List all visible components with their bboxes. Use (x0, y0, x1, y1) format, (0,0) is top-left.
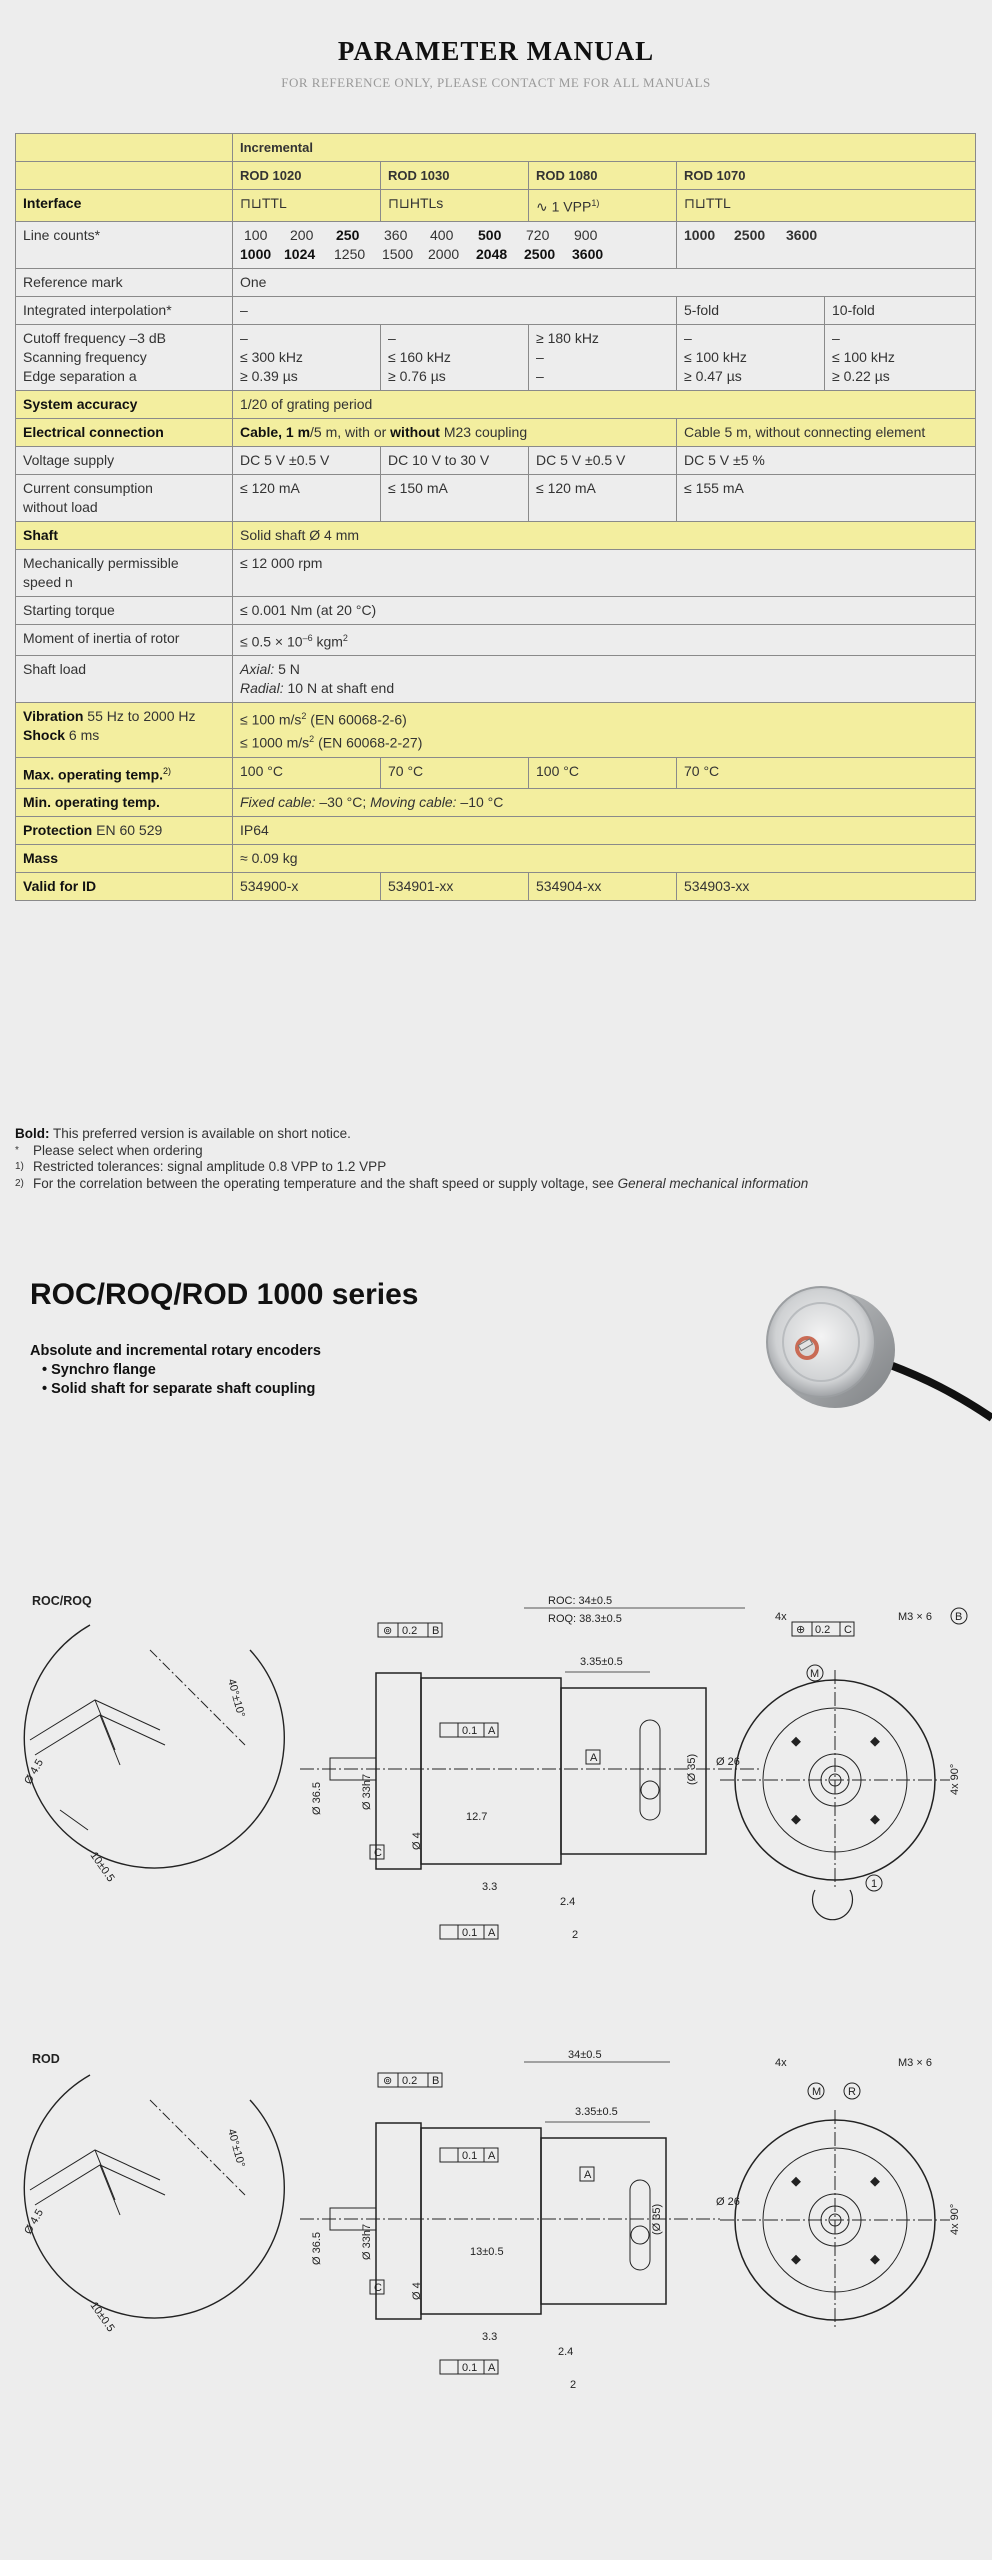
mass-label: Mass (16, 845, 233, 873)
svg-text:3.35±0.5: 3.35±0.5 (580, 1656, 623, 1668)
svg-text:1: 1 (871, 1878, 878, 1890)
reference-mark-value: One (233, 268, 976, 296)
current-1070: ≤ 155 mA (677, 474, 976, 521)
svg-text:A: A (488, 2362, 496, 2374)
svg-text:ROQ: 38.3±0.5: ROQ: 38.3±0.5 (548, 1613, 622, 1625)
page-header (0, 0, 992, 91)
encoder-front-view (716, 2057, 961, 2330)
valid-id-1030: 534901-xx (381, 873, 529, 901)
svg-text:A: A (488, 1927, 496, 1939)
svg-text:2: 2 (570, 2379, 577, 2390)
svg-text:B: B (432, 2075, 440, 2087)
svg-text:C: C (374, 2282, 382, 2294)
svg-text:10±0.5: 10±0.5 (87, 2299, 117, 2335)
svg-text:0.1: 0.1 (462, 1927, 478, 1939)
voltage-1070: DC 5 V ±5 % (677, 446, 976, 474)
interpolation-label: Integrated interpolation* (16, 296, 233, 324)
group-label: Incremental (233, 134, 976, 162)
svg-text:C: C (374, 1847, 382, 1859)
model-row (16, 162, 976, 190)
vibration-label: Vibration 55 Hz to 2000 Hz Shock 6 ms (16, 703, 233, 757)
svg-text:A: A (488, 2150, 496, 2162)
group-row (16, 134, 976, 162)
min-temp-value: Fixed cable: –30 °C; Moving cable: –10 °C (233, 789, 976, 817)
interpolation-row (16, 296, 976, 324)
inertia-row (16, 624, 976, 656)
reference-mark-label: Reference mark (16, 268, 233, 296)
svg-text:40°±10°: 40°±10° (225, 1677, 247, 1719)
electrical-label: Electrical connection (16, 418, 233, 446)
interface-label: Interface (16, 190, 233, 222)
roc-roq-label: ROC/ROQ (32, 1594, 92, 1608)
svg-text:⊕: ⊕ (796, 1624, 806, 1636)
frequency-1070b: – ≤ 100 kHz ≥ 0.22 µs (825, 324, 976, 390)
frequency-1020: – ≤ 300 kHz ≥ 0.39 µs (233, 324, 381, 390)
max-temp-label: Max. operating temp.$^{2)}$ (16, 757, 233, 789)
svg-text:3.3: 3.3 (482, 2331, 498, 2343)
svg-text:Ø 4.5: Ø 4.5 (22, 1757, 47, 1787)
frequency-1030: – ≤ 160 kHz ≥ 0.76 µs (381, 324, 529, 390)
svg-text:⊚: ⊚ (383, 1625, 393, 1637)
speed-row (16, 549, 976, 596)
line-counts-values: 100 200 250 360 400 500 720 900 1000 1024 1250 1500 2000 2048 2500 3600 (233, 221, 677, 268)
current-label: Current consumption without load (16, 474, 233, 521)
encoder-side-view (300, 1595, 760, 1940)
frequency-1080: ≥ 180 kHz – – (529, 324, 677, 390)
svg-text:M3 × 6: M3 × 6 (898, 1611, 932, 1623)
encoder-photo (735, 1268, 992, 1428)
svg-text:13±0.5: 13±0.5 (470, 2246, 504, 2258)
current-1020: ≤ 120 mA (233, 474, 381, 521)
frequency-1070a: – ≤ 100 kHz ≥ 0.47 µs (677, 324, 825, 390)
shaft-detail-view (22, 1625, 284, 1884)
min-temp-row (16, 789, 976, 817)
svg-text:2.4: 2.4 (560, 1896, 576, 1908)
note-1: * Please select when ordering (15, 1142, 203, 1158)
svg-text:10±0.5: 10±0.5 (87, 1849, 117, 1885)
page-title: PARAMETER MANUAL (337, 36, 655, 66)
svg-text:M: M (812, 2086, 822, 2098)
svg-text:Ø 4.5: Ø 4.5 (22, 2207, 47, 2237)
shaft-row (16, 521, 976, 549)
accuracy-label: System accuracy (16, 390, 233, 418)
voltage-row (16, 446, 976, 474)
inertia-value: ≤ $0.5 \times 10^{-6}$ kgm$^2$ (233, 624, 976, 656)
shaft-label: Shaft (16, 521, 233, 549)
svg-text:B: B (432, 1625, 440, 1637)
mass-row (16, 845, 976, 873)
voltage-1030: DC 10 V to 30 V (381, 446, 529, 474)
svg-text:2: 2 (572, 1929, 579, 1940)
svg-text:3.35±0.5: 3.35±0.5 (575, 2106, 618, 2118)
line-counts-row (16, 221, 976, 268)
svg-text:C: C (844, 1624, 852, 1636)
svg-text:12.7: 12.7 (466, 1811, 488, 1823)
svg-text:Ø 33h7: Ø 33h7 (361, 2223, 373, 2260)
spec-table (15, 133, 976, 901)
reference-mark-row (16, 268, 976, 296)
frequency-row (16, 324, 976, 390)
svg-text:4x: 4x (775, 1611, 787, 1623)
interface-1020: ⊓⊔TTL (233, 190, 381, 222)
svg-text:0.2: 0.2 (402, 2075, 418, 2087)
svg-text:34±0.5: 34±0.5 (568, 2049, 602, 2061)
note-bold: Bold: This preferred version is available on short notice. (15, 1126, 351, 1141)
svg-text:(Ø 35): (Ø 35) (686, 1753, 698, 1785)
note-3: 2) For the correlation between the operating temperature and the shaft speed or supply voltage, see General mechanical information (15, 1175, 809, 1191)
mass-value: ≈ 0.09 kg (233, 845, 976, 873)
interface-1030: ⊓⊔HTLs (381, 190, 529, 222)
model-rod1020: ROD 1020 (233, 162, 381, 190)
svg-text:B: B (955, 1611, 963, 1623)
interpolation-value: – (233, 296, 677, 324)
interpolation-5fold: 5-fold (677, 296, 825, 324)
speed-label: Mechanically permissible speed n (16, 549, 233, 596)
electrical-value: Cable, 1 m/5 m, with or without M23 coupling (233, 418, 677, 446)
torque-row (16, 596, 976, 624)
model-rod1080: ROD 1080 (529, 162, 677, 190)
square-wave-icon: ⊓⊔ (240, 195, 262, 211)
svg-text:M3 × 6: M3 × 6 (898, 2057, 932, 2069)
svg-text:Ø 36.5: Ø 36.5 (311, 1781, 323, 1815)
svg-text:Ø 4: Ø 4 (411, 2282, 423, 2300)
line-counts-1070: 1000 2500 3600 (677, 221, 976, 268)
rod-drawing (0, 2030, 992, 2390)
max-temp-1070: 70 °C (677, 757, 976, 789)
svg-text:A: A (584, 2169, 592, 2181)
protection-value: IP64 (233, 817, 976, 845)
valid-id-1080: 534904-xx (529, 873, 677, 901)
voltage-1020: DC 5 V ±0.5 V (233, 446, 381, 474)
interface-1070: ⊓⊔TTL (677, 190, 976, 222)
valid-id-1070: 534903-xx (677, 873, 976, 901)
svg-text:M: M (810, 1668, 820, 1680)
square-wave-icon: ⊓⊔ (388, 195, 410, 211)
svg-text:0.1: 0.1 (462, 2150, 478, 2162)
electrical-1070: Cable 5 m, without connecting element (677, 418, 976, 446)
accuracy-value: 1/20 of grating period (233, 390, 976, 418)
svg-text:R: R (848, 2086, 856, 2098)
frequency-labels: Cutoff frequency –3 dB Scanning frequency Edge separation a (16, 324, 233, 390)
svg-text:0.1: 0.1 (462, 2362, 478, 2374)
protection-row (16, 817, 976, 845)
valid-id-1020: 534900-x (233, 873, 381, 901)
current-1030: ≤ 150 mA (381, 474, 529, 521)
shaft-value: Solid shaft Ø 4 mm (233, 521, 976, 549)
inertia-label: Moment of inertia of rotor (16, 624, 233, 656)
valid-id-row (16, 873, 976, 901)
series-bullet: • Solid shaft for separate shaft coupling (42, 1380, 321, 1399)
encoder-side-view (300, 2049, 720, 2390)
model-rod1030: ROD 1030 (381, 162, 529, 190)
svg-text:Ø 33h7: Ø 33h7 (361, 1773, 373, 1810)
svg-text:ROC: 34±0.5: ROC: 34±0.5 (548, 1595, 613, 1607)
current-row (16, 474, 976, 521)
svg-text:0.2: 0.2 (402, 1625, 418, 1637)
svg-text:4x 90°: 4x 90° (949, 1763, 961, 1795)
svg-text:A: A (590, 1752, 598, 1764)
footnotes (15, 1126, 975, 1192)
rod-label: ROD (32, 2052, 60, 2066)
series-desc-text: Absolute and incremental rotary encoders (30, 1343, 321, 1359)
speed-value: ≤ 12 000 rpm (233, 549, 976, 596)
interface-row (16, 190, 976, 222)
shaft-load-label: Shaft load (16, 656, 233, 703)
svg-text:Ø 36.5: Ø 36.5 (311, 2231, 323, 2265)
svg-text:Ø 26: Ø 26 (716, 1756, 740, 1768)
valid-id-label: Valid for ID (16, 873, 233, 901)
voltage-label: Voltage supply (16, 446, 233, 474)
model-rod1070: ROD 1070 (677, 162, 976, 190)
shaft-detail-view (22, 2075, 284, 2334)
svg-text:Ø 26: Ø 26 (716, 2196, 740, 2208)
vibration-value: ≤ 100 $m/s^2$ (EN 60068-2-6) ≤ 1000 $m/s^2$ (EN 60068-2-27) (233, 703, 976, 757)
vibration-row (16, 703, 976, 757)
max-temp-1080: 100 °C (529, 757, 677, 789)
square-wave-icon: ⊓⊔ (684, 195, 706, 211)
torque-value: ≤ 0.001 Nm (at 20 °C) (233, 596, 976, 624)
page-subtitle: FOR REFERENCE ONLY, PLEASE CONTACT ME FOR ALL MANUALS (281, 75, 711, 90)
svg-text:A: A (488, 1725, 496, 1737)
series-description (30, 1342, 321, 1399)
svg-text:⊚: ⊚ (383, 2075, 393, 2087)
max-temp-1020: 100 °C (233, 757, 381, 789)
shaft-load-row (16, 656, 976, 703)
svg-text:0.2: 0.2 (815, 1624, 831, 1636)
encoder-front-view (716, 1608, 967, 1920)
torque-label: Starting torque (16, 596, 233, 624)
current-1080: ≤ 120 mA (529, 474, 677, 521)
voltage-1080: DC 5 V ±0.5 V (529, 446, 677, 474)
interface-1080: ∿ 1 VPP$^{1)}$ (529, 190, 677, 222)
note-2: 1) Restricted tolerances: signal amplitude 0.8 VPP to 1.2 VPP (15, 1159, 387, 1174)
min-temp-label: Min. operating temp. (16, 789, 233, 817)
svg-text:2.4: 2.4 (558, 2346, 574, 2358)
svg-text:40°±10°: 40°±10° (225, 2127, 247, 2169)
line-counts-label: Line counts* (16, 221, 233, 268)
svg-text:4x: 4x (775, 2057, 787, 2069)
roc-roq-drawing (0, 1580, 992, 1940)
accuracy-row (16, 390, 976, 418)
series-bullet: • Synchro flange (42, 1361, 321, 1380)
shaft-load-value: Axial: 5 N Radial: 10 N at shaft end (233, 656, 976, 703)
max-temp-1030: 70 °C (381, 757, 529, 789)
electrical-row (16, 418, 976, 446)
svg-text:0.1: 0.1 (462, 1725, 478, 1737)
sine-wave-icon: ∿ (536, 198, 552, 215)
svg-text:3.3: 3.3 (482, 1881, 498, 1893)
interpolation-10fold: 10-fold (825, 296, 976, 324)
protection-label: Protection EN 60 529 (16, 817, 233, 845)
svg-text:Ø 4: Ø 4 (411, 1832, 423, 1850)
svg-text:(Ø 35): (Ø 35) (651, 2203, 663, 2235)
series-title: ROC/ROQ/ROD 1000 series (30, 1278, 419, 1311)
max-temp-row (16, 757, 976, 789)
svg-text:4x 90°: 4x 90° (949, 2203, 961, 2235)
